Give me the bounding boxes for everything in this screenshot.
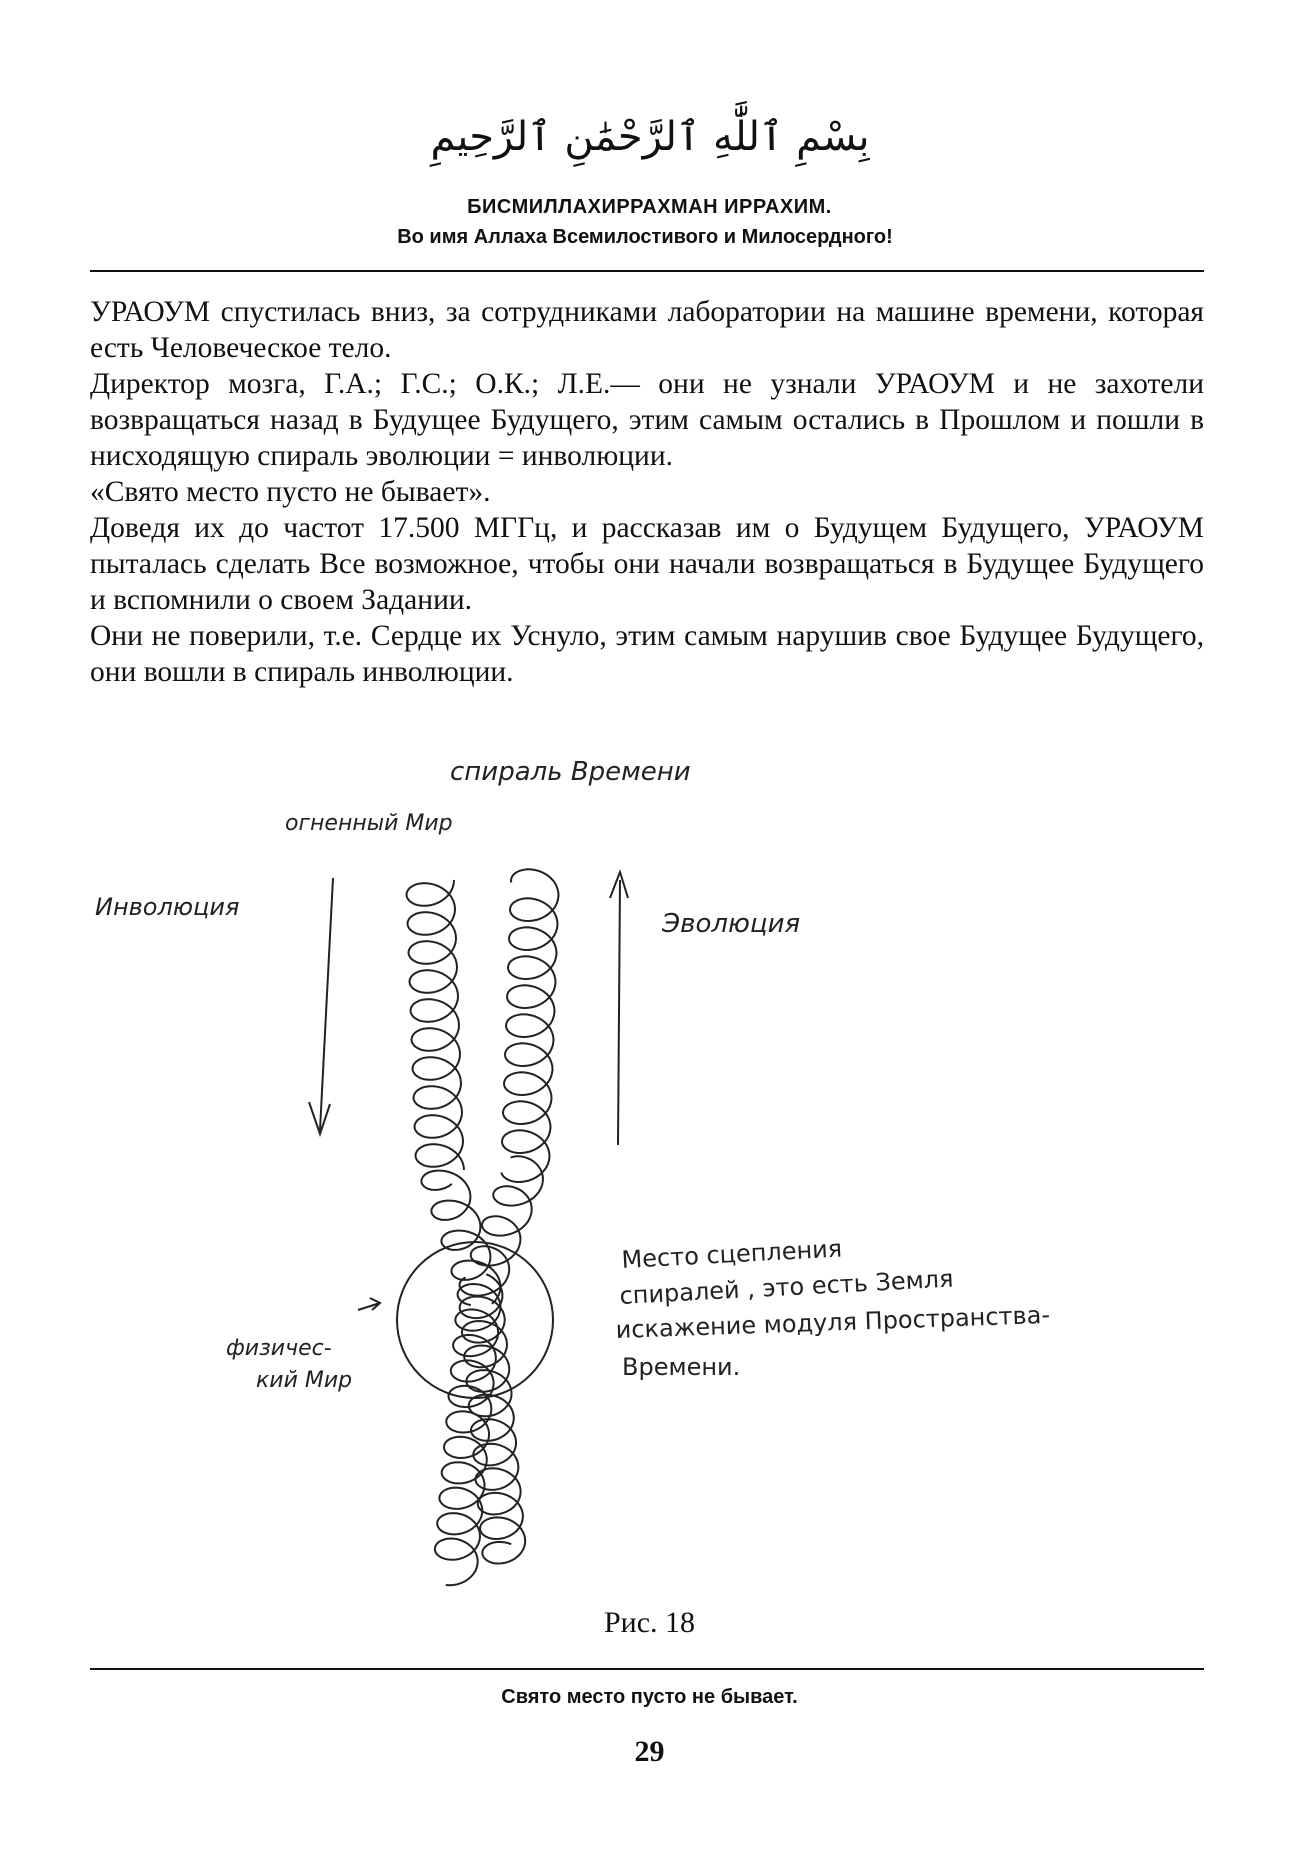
bismillah-transliteration: БИСМИЛЛАХИРРАХМАН ИРРАХИМ. (467, 196, 832, 218)
page-number: 29 (634, 1735, 665, 1768)
physical-world-pointer (358, 1298, 380, 1310)
paragraph-3: «Свято место пусто не бывает». (90, 476, 491, 508)
evolution-arrow (610, 872, 628, 1145)
paragraph-5: Они не поверили, т.е. Сердце их Уснуло, этим самым нарушив свое Будущее Будущего, они вошли в спираль инволюции. (90, 620, 1204, 688)
header-divider (90, 270, 1204, 272)
bismillah-calligraphy (430, 88, 870, 178)
bismillah-translation: Во имя Аллаха Всемилостивого и Милосердного! (397, 226, 893, 248)
coupling-note-line2: спиралей , это есть Земля (618, 1264, 955, 1310)
paragraph-2: Директор мозга, Г.А.; Г.С.; О.К.; Л.Е.— они не узнали УРАОУМ и не захотели возвращаться назад в Будущее Будущего, этим самым остались в Прошлом и пошли в нисходящую спираль эволюции = инволюции. (90, 368, 1204, 472)
spiral-diagram (0, 730, 1299, 1610)
coupling-note-line4: Времени. (622, 1353, 741, 1381)
coupling-note (615, 1234, 1050, 1381)
diagram-title: спираль Времени (450, 757, 691, 787)
right-spiral (460, 869, 559, 1563)
physical-world-label-line2: кий Мир (256, 1368, 353, 1393)
involution-arrow (309, 878, 333, 1134)
paragraph-1: УРАОУМ спустилась вниз, за сотрудниками лаборатории на машине времени, которая есть Человеческое тело. (90, 296, 1204, 364)
footer-quote: Свято место пусто не бывает. (501, 1686, 798, 1708)
coupling-note-line3: искажение модуля Пространства- (615, 1300, 1051, 1344)
footer-divider (90, 1668, 1204, 1670)
coupling-note-line1: Место сцепления (620, 1234, 843, 1274)
evolution-label: Эволюция (662, 909, 801, 939)
bismillah-arabic-text: بِسْمِ ٱللَّٰهِ ٱلرَّحْمَٰنِ ٱلرَّحِيمِ (430, 114, 870, 160)
paragraph-4: Доведя их до частот 17.500 МГГц, и рассказав им о Будущем Будущего, УРАОУМ пыталась сделать Все возможное, чтобы они начали возвращаться в Будущее Будущего и вспомнили о своем Задании. (90, 512, 1204, 616)
involution-label: Инволюция (95, 893, 240, 921)
body-text (90, 294, 1204, 690)
coupling-circle (397, 1242, 553, 1398)
fiery-world-label: огненный Мир (285, 811, 453, 836)
figure-caption: Рис. 18 (603, 1606, 696, 1639)
physical-world-label-line1: физичес- (226, 1336, 332, 1361)
